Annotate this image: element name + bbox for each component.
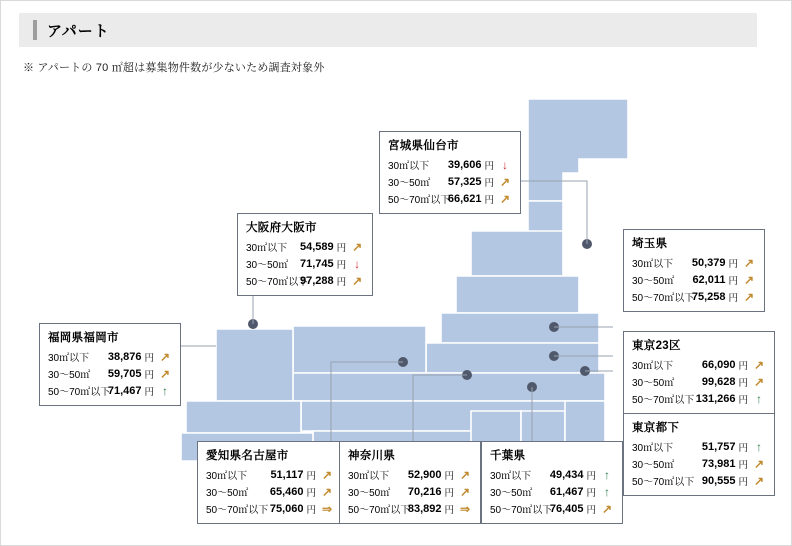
row-label: 50～70㎡以下 bbox=[246, 277, 309, 288]
row-unit: 円 bbox=[484, 177, 494, 189]
trend-down-icon: ↓ bbox=[354, 256, 361, 271]
callout-title: 千葉県 bbox=[490, 450, 526, 462]
callout-tokyo-toka[interactable] bbox=[623, 413, 775, 496]
trend-up-right-icon: ↗ bbox=[743, 255, 755, 270]
callout-title: 宮城県仙台市 bbox=[388, 140, 459, 152]
trend-up-right-icon: ↗ bbox=[743, 289, 755, 304]
callout-title: 埼玉県 bbox=[632, 238, 668, 250]
callout-kanagawa[interactable] bbox=[339, 441, 481, 524]
row-label: 30㎡以下 bbox=[388, 161, 430, 172]
row-unit: 円 bbox=[144, 386, 154, 398]
data-row bbox=[632, 472, 766, 489]
row-value: 90,555 bbox=[701, 474, 736, 487]
row-value: 51,757 bbox=[701, 440, 736, 453]
row-unit: 円 bbox=[728, 275, 738, 287]
row-value: 99,628 bbox=[701, 375, 736, 388]
row-unit: 円 bbox=[728, 258, 738, 270]
trend-up-right-icon: ↗ bbox=[352, 273, 363, 288]
data-row bbox=[48, 348, 172, 365]
row-unit: 円 bbox=[444, 504, 454, 516]
row-unit: 円 bbox=[738, 377, 748, 389]
row-label: 50～70㎡以下 bbox=[48, 387, 111, 398]
data-row bbox=[348, 500, 472, 517]
data-row bbox=[246, 238, 364, 255]
row-label: 50～70㎡以下 bbox=[632, 477, 695, 488]
row-unit: 円 bbox=[738, 394, 748, 406]
data-row bbox=[388, 190, 512, 207]
row-value: 71,467 bbox=[107, 384, 142, 397]
row-unit: 円 bbox=[586, 504, 596, 516]
row-label: 50～70㎡以下 bbox=[632, 293, 695, 304]
title-accent-rule bbox=[33, 20, 37, 40]
row-value: 39,606 bbox=[447, 158, 482, 171]
row-value: 61,467 bbox=[549, 485, 584, 498]
trend-up-right-icon: ↗ bbox=[753, 374, 765, 389]
trend-up-right-icon: ↗ bbox=[159, 366, 171, 381]
callout-tokyo-23ku[interactable] bbox=[623, 331, 775, 414]
data-row bbox=[632, 390, 766, 407]
row-value: 66,621 bbox=[447, 192, 482, 205]
data-row bbox=[246, 272, 364, 289]
row-unit: 円 bbox=[444, 470, 454, 482]
callout-sendai[interactable] bbox=[379, 131, 521, 214]
row-unit: 円 bbox=[738, 476, 748, 488]
row-value: 131,266 bbox=[695, 392, 736, 405]
data-row bbox=[348, 483, 472, 500]
data-row bbox=[246, 255, 364, 272]
row-label: 50～70㎡以下 bbox=[348, 505, 411, 516]
trend-up-right-icon: ↗ bbox=[459, 484, 471, 499]
row-label: 30㎡以下 bbox=[48, 353, 90, 364]
callout-nagoya[interactable] bbox=[197, 441, 343, 524]
row-label: 30～50㎡ bbox=[632, 378, 675, 389]
row-unit: 円 bbox=[738, 459, 748, 471]
trend-up-icon: ↑ bbox=[756, 391, 762, 406]
row-value: 52,900 bbox=[407, 468, 442, 481]
trend-up-icon: ↑ bbox=[756, 439, 762, 454]
trend-up-right-icon: ↗ bbox=[159, 349, 171, 364]
trend-up-right-icon: ↗ bbox=[601, 501, 613, 516]
data-row bbox=[632, 271, 756, 288]
footnote: ※ アパートの 70 ㎡超は募集物件数が少ないため調査対象外 bbox=[23, 62, 325, 74]
page-title: アパート bbox=[47, 22, 110, 40]
row-value: 57,325 bbox=[447, 175, 482, 188]
row-label: 30～50㎡ bbox=[246, 260, 289, 271]
row-label: 30～50㎡ bbox=[348, 488, 391, 499]
data-row bbox=[206, 466, 334, 483]
row-unit: 円 bbox=[738, 442, 748, 454]
row-unit: 円 bbox=[336, 242, 347, 254]
row-value: 75,060 bbox=[269, 502, 304, 515]
row-value: 75,258 bbox=[691, 290, 726, 303]
trend-up-icon: ↑ bbox=[604, 484, 610, 499]
callout-title: 大阪府大阪市 bbox=[246, 222, 317, 234]
row-unit: 円 bbox=[484, 160, 494, 172]
callout-fukuoka[interactable] bbox=[39, 323, 181, 406]
callout-title: 愛知県名古屋市 bbox=[206, 450, 289, 462]
row-label: 50～70㎡以下 bbox=[490, 505, 553, 516]
page-title-bar bbox=[19, 13, 757, 47]
row-label: 50～70㎡以下 bbox=[206, 505, 269, 516]
data-row bbox=[632, 438, 766, 455]
trend-up-right-icon: ↗ bbox=[753, 357, 765, 372]
trend-up-right-icon: ↗ bbox=[753, 456, 765, 471]
trend-up-right-icon: ↗ bbox=[499, 174, 511, 189]
row-value: 62,011 bbox=[692, 273, 726, 286]
trend-up-right-icon: ↗ bbox=[321, 484, 333, 499]
row-label: 30㎡以下 bbox=[632, 361, 674, 372]
row-value: 65,460 bbox=[269, 485, 304, 498]
row-value: 66,090 bbox=[701, 358, 736, 371]
callout-title: 福岡県福岡市 bbox=[48, 332, 119, 344]
trend-up-icon: ↑ bbox=[604, 467, 610, 482]
row-label: 30㎡以下 bbox=[632, 259, 674, 270]
data-row bbox=[206, 483, 334, 500]
data-row bbox=[632, 356, 766, 373]
row-unit: 円 bbox=[336, 259, 347, 271]
trend-up-right-icon: ↗ bbox=[321, 467, 333, 482]
data-row bbox=[490, 483, 614, 500]
row-label: 30～50㎡ bbox=[48, 370, 91, 381]
data-row bbox=[490, 500, 614, 517]
row-value: 83,892 bbox=[407, 502, 442, 515]
row-value: 50,379 bbox=[691, 256, 726, 269]
trend-up-right-icon: ↗ bbox=[352, 239, 363, 254]
trend-down-icon: ↓ bbox=[502, 157, 508, 172]
data-row bbox=[632, 373, 766, 390]
row-unit: 円 bbox=[738, 360, 748, 372]
row-value: 51,117 bbox=[270, 468, 304, 481]
row-value: 38,876 bbox=[107, 350, 142, 363]
row-unit: 円 bbox=[306, 487, 316, 499]
row-unit: 円 bbox=[306, 470, 316, 482]
row-label: 30㎡以下 bbox=[490, 471, 532, 482]
row-value: 71,745 bbox=[300, 257, 334, 270]
row-label: 30㎡以下 bbox=[246, 243, 288, 254]
trend-right-icon: ⇒ bbox=[321, 501, 333, 516]
row-label: 50～70㎡以下 bbox=[388, 195, 451, 206]
row-unit: 円 bbox=[336, 276, 347, 288]
row-value: 59,705 bbox=[107, 367, 142, 380]
row-value: 97,288 bbox=[300, 274, 334, 287]
data-row bbox=[388, 156, 512, 173]
row-label: 50～70㎡以下 bbox=[632, 395, 695, 406]
row-label: 30～50㎡ bbox=[388, 178, 431, 189]
data-row bbox=[48, 365, 172, 382]
row-unit: 円 bbox=[306, 504, 316, 516]
data-row bbox=[348, 466, 472, 483]
row-label: 30～50㎡ bbox=[206, 488, 249, 499]
row-unit: 円 bbox=[444, 487, 454, 499]
row-unit: 円 bbox=[484, 194, 494, 206]
row-value: 49,434 bbox=[549, 468, 584, 481]
trend-up-right-icon: ↗ bbox=[753, 473, 765, 488]
row-unit: 円 bbox=[144, 369, 154, 381]
callout-chiba[interactable] bbox=[481, 441, 623, 524]
row-label: 30～50㎡ bbox=[632, 460, 675, 471]
row-label: 30㎡以下 bbox=[632, 443, 674, 454]
data-row bbox=[206, 500, 334, 517]
trend-up-right-icon: ↗ bbox=[743, 272, 755, 287]
data-row bbox=[388, 173, 512, 190]
row-label: 30～50㎡ bbox=[490, 488, 533, 499]
row-unit: 円 bbox=[586, 470, 596, 482]
callout-title: 東京都下 bbox=[632, 422, 680, 434]
row-label: 30～50㎡ bbox=[632, 276, 675, 287]
callout-title: 東京23区 bbox=[632, 340, 681, 352]
callout-saitama[interactable] bbox=[623, 229, 765, 312]
row-value: 70,216 bbox=[407, 485, 442, 498]
trend-right-icon: ⇒ bbox=[459, 501, 471, 516]
trend-up-icon: ↑ bbox=[162, 383, 168, 398]
callout-title: 神奈川県 bbox=[348, 450, 396, 462]
row-unit: 円 bbox=[728, 292, 738, 304]
trend-up-right-icon: ↗ bbox=[499, 191, 511, 206]
data-row bbox=[490, 466, 614, 483]
data-row bbox=[632, 288, 756, 305]
row-label: 30㎡以下 bbox=[348, 471, 390, 482]
row-value: 54,589 bbox=[300, 240, 334, 253]
data-row bbox=[632, 254, 756, 271]
callout-osaka[interactable] bbox=[237, 213, 373, 296]
data-row bbox=[632, 455, 766, 472]
row-label: 30㎡以下 bbox=[206, 471, 248, 482]
trend-up-right-icon: ↗ bbox=[459, 467, 471, 482]
data-row bbox=[48, 382, 172, 399]
row-unit: 円 bbox=[144, 352, 154, 364]
row-value: 73,981 bbox=[701, 457, 736, 470]
row-unit: 円 bbox=[586, 487, 596, 499]
row-value: 76,405 bbox=[549, 502, 584, 515]
